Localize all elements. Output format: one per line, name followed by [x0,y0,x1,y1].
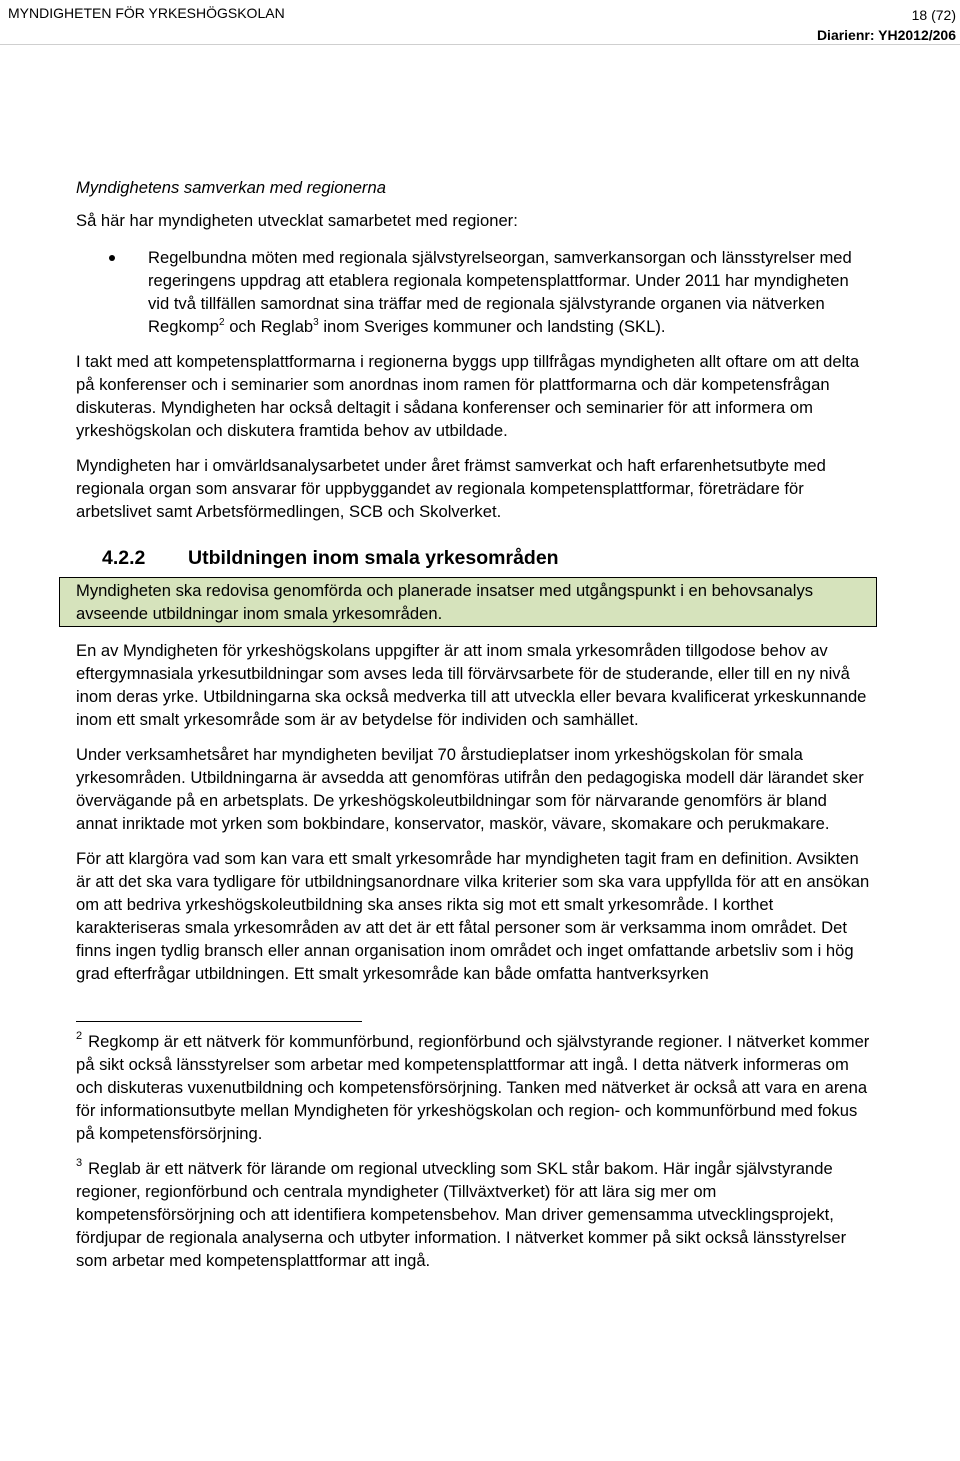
footnote-separator [76,1021,362,1022]
page-number: 18 (72) [911,7,956,23]
bullet-text-end: inom Sveriges kommuner och landsting (SKL). [318,317,666,336]
page-info [817,5,956,45]
section-number: 4.2.2 [102,547,146,569]
page-header [0,0,960,45]
body-paragraph: En av Myndigheten för yrkeshögskolans uppgifter är att inom smala yrkesområden tillgodose behov av eftergymnasiala yrkesutbildningar som avses leda till förvärvsarbete för de studerande, eller till en ny nivå inom deras yrke. Utbildningarna ska också medverka till att utveckla eller bevara kvalificerat yrkeskunnande inom ett smalt yrkesområde som är av betydelse för individen och samhället. [76,641,867,729]
body-paragraph: Under verksamhetsåret har myndigheten beviljat 70 årstudieplatser inom yrkeshögskolan för smala yrkesområden. Utbildningarna är avsedda att genomföras utifrån den pedagogiska modell där lärandet sker övervägande på en arbetsplats. De yrkeshögskoleutbildningar som för närvarande genomförs är bland annat inriktade mot yrken som bokbindare, konservator, maskör, vävare, skomakare och perukmakare. [76,745,864,833]
footnote [76,1157,870,1272]
footnote-ref-link[interactable]: 3 [313,317,319,328]
footnote [76,1030,870,1145]
body-paragraph: Myndigheten har i omvärldsanalysarbetet under året främst samverkat och haft erfarenhetsutbyte med regionala organ som ansvarar för uppbyggandet av regionala kompetensplattformar, företrädare för arbetslivet samt Arbetsförmedlingen, SCB och Skolverket. [76,456,826,521]
document-body [76,176,870,1284]
section-title: Utbildningen inom smala yrkesområden [188,547,559,569]
footnote-text: Reglab är ett nätverk för lärande om regional utveckling som SKL står bakom. Här ingår självstyrande regioner, regionförbund och centrala myndigheter (Tillväxtverket) för att lära sig mer om kompetensförsörjning och att identifiera kompetensbehov. Man driver gemensamma utvecklingsprojekt, fördjupar de regionala analyserna och utbyter information. I nätverket kommer på sikt också länsstyrelser som arbetar med kompetensplattformar att ingå. [76,1159,847,1270]
section-heading [76,545,870,571]
bullet-text-continued: och Reglab [224,317,314,336]
footnote-text: Regkomp är ett nätverk för kommunförbund, regionförbund och självstyrande regioner. I nätverket kommer på sikt också länsstyrelser som arbetar med kompetensplattformar att ingå. I detta nätverk informeras om och diskuteras vuxenutbildning och kompetensförsörjning. Tanken med nätverket är också att vara en arena för informationsutbyte mellan Myndigheten för yrkeshögskolan och region- och kommunförbund med fokus på kompetensförsörjning. [76,1032,870,1143]
subheading: Myndighetens samverkan med regionerna [76,178,386,197]
bullet-list [76,246,870,338]
bullet-text: Regelbundna möten med regionala självstyrelseorgan, samverkansorgan och länsstyrelser med regeringens uppdrag att etablera regionala kompetensplattformar. Under 2011 har myndigheten vid två tillfällen samordnat sina träffar med de regionala självstyrande organen via nätverken Regkomp [148,248,852,336]
list-item [76,246,870,338]
footnote-ref-link[interactable]: 2 [219,317,225,328]
footnote-marker: 2 [76,1030,83,1042]
bullet-icon [109,255,115,261]
body-paragraph: För att klargöra vad som kan vara ett smalt yrkesområde har myndigheten tagit fram en definition. Avsikten är att det ska vara tydligare för utbildningsanordnare vilka kriterier som ska vara uppfyllda för att en ansökan om att bedriva yrkeshögskoleutbildning ska anses rikta sig mot ett smalt yrkesområde. I korthet karakteriseras smala yrkesområden av att det är ett fåtal personer som är verksamma inom området. Det finns ingen tydlig bransch eller annan organisation inom området och inget omfattande arbetsliv som i hög grad efterfrågar utbildningen. Ett smalt yrkesområde kan både omfatta hantverksyrken [76,849,870,983]
organization-name: MYNDIGHETEN FÖR YRKESHÖGSKOLAN [8,5,285,21]
registration-number: Diarienr: YH2012/206 [816,27,956,43]
assignment-callout: Myndigheten ska redovisa genomförda och planerade insatser med utgångspunkt i en behovsanalys avseende utbildningar inom smala yrkesområden. [59,577,877,627]
intro-paragraph: Så här har myndigheten utvecklat samarbetet med regioner: [76,211,518,230]
footnote-marker: 3 [76,1157,83,1169]
body-paragraph: I takt med att kompetensplattformarna i regionerna byggs upp tillfrågas myndigheten allt oftare om att delta på konferenser och i seminarier som anordnas inom ramen för plattformarna och där kompetensfrågan diskuteras. Myndigheten har också deltagit i sådana konferenser och seminarier för att informera om yrkeshögskolan och diskutera framtida behov av utbildade. [76,352,860,440]
